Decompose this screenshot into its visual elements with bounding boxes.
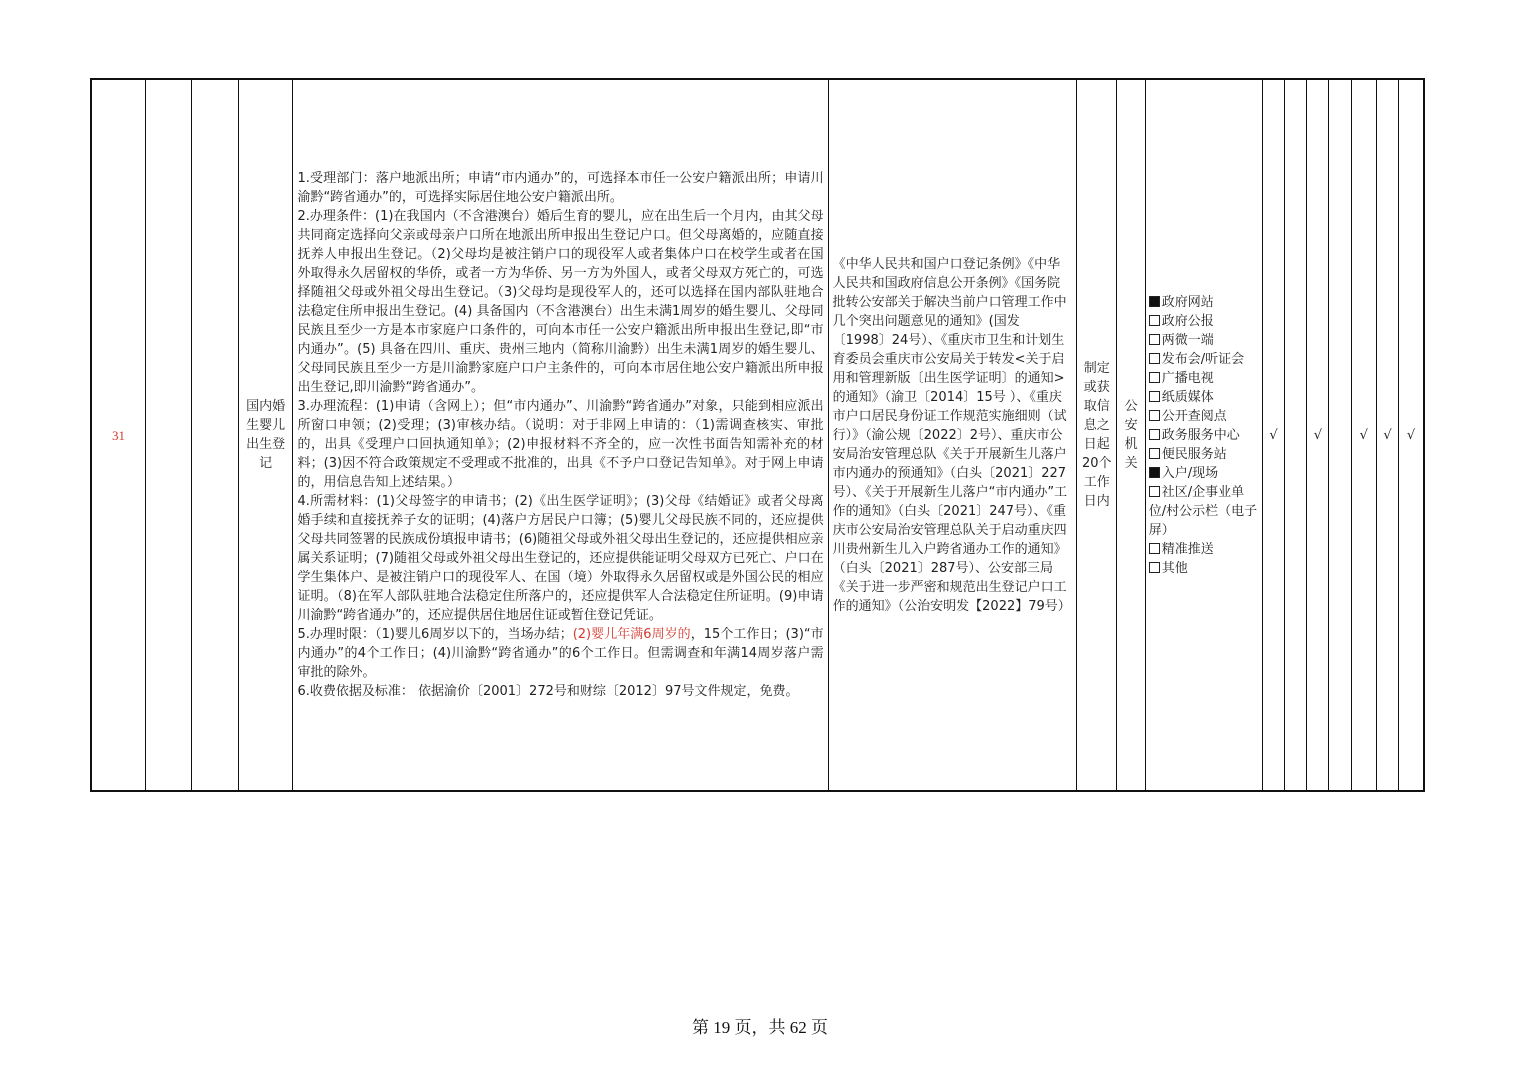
channel-option: 其他 (1149, 559, 1259, 578)
disclosure-channels (1145, 79, 1262, 791)
legal-basis: 《中华人民共和国户口登记条例》《中华人民共和国政府信息公开条例》《国务院批转公安部关于解决当前户口管理工作中几个突出问题意见的通知》(国发〔1998〕24号）、《重庆市卫生和计划生育委员会重庆市公安局关于转发<关于启用和管理新版〔出生医学证明〕的通知>的通知》（渝卫〔2014〕15号 ）、《重庆市户口居民身份证工作规范实施细则（试行）》（渝公规〔2022〕2号）、重庆市公安局治安管理总队《关于开展新生儿落户市内通办的预通知》（白头〔2021〕227号）、《关于开展新生儿落户“市内通办”工作的通知》（白头〔2021〕247号）、《重庆市公安局治安管理总队关于启动重庆四川贵州新生儿入户跨省通办工作的通知》（白头〔2021〕287号）、公安部三局《关于进一步严密和规范出生登记户口工作的通知》（公治安明发【2022】79号） (828, 79, 1076, 791)
checkbox-icon (1149, 467, 1160, 478)
item-name: 国内婚生婴儿出生登记 (238, 79, 293, 791)
channel-option: 政府公报 (1149, 312, 1259, 331)
check-cell: √ (1307, 79, 1329, 791)
checkbox-icon (1149, 334, 1160, 345)
empty-cell-2 (146, 79, 192, 791)
disclosure-table (90, 78, 1425, 792)
checkbox-icon (1149, 315, 1160, 326)
page-footer: 第 19 页，共 62 页 (692, 1018, 828, 1037)
checkbox-icon (1149, 562, 1160, 573)
check-cell: √ (1376, 79, 1398, 791)
channel-option: 精准推送 (1149, 540, 1259, 559)
content-highlight: (2)婴儿年满6周岁的 (572, 627, 691, 642)
check-cell: √ (1351, 79, 1376, 791)
table-row (91, 79, 1424, 791)
channel-option: 入户/现场 (1149, 464, 1259, 483)
checkbox-icon (1149, 372, 1160, 383)
empty-cell-3 (192, 79, 238, 791)
checkbox-icon (1149, 410, 1160, 421)
row-number: 31 (91, 79, 146, 791)
channel-option: 便民服务站 (1149, 445, 1259, 464)
channel-option: 纸质媒体 (1149, 388, 1259, 407)
content-text (297, 169, 823, 701)
channel-option: 广播电视 (1149, 369, 1259, 388)
checkbox-icon (1149, 391, 1160, 402)
check-cell: √ (1399, 79, 1424, 791)
checkbox-icon (1149, 429, 1160, 440)
content-rest: ，15个工作日；(3)“市内通办”的4个工作日；(4)川渝黔“跨省通办”的6个工作日。但需调查和年满14周岁落户需审批的除外。 6.收费依据及标准： 依据渝价〔2001〕272号和财综〔2012〕97号文件规定，免费。 (297, 627, 824, 699)
checkbox-icon (1149, 486, 1160, 497)
checkbox-icon (1149, 296, 1160, 307)
channel-option: 政府网站 (1149, 293, 1259, 312)
content-main: 1.受理部门：落户地派出所；申请“市内通办”的，可选择本市任一公安户籍派出所；申请川渝黔“跨省通办”的，可选择实际居住地公安户籍派出所。 2.办理条件：(1)在我国内（不含港澳台）婚后生育的婴儿，应在出生后一个月内，由其父母共同商定选择向父亲或母亲户口所在地派出所申报出生登记户口。但父母离婚的，应随直接抚养人申报出生登记。（2)父母均是被注销户口的现役军人或者集体户口在校学生或者在国外取得永久居留权的华侨，或者一方为华侨、另一方为外国人，或者父母双方死亡的，可选择随祖父母或外祖父母出生登记。（3)父母均是现役军人的，还可以选择在国内部队驻地合法稳定住所申报出生登记。(4) 具备国内（不含港澳台）出生未满1周岁的婚生婴儿、父母同民族且至少一方是本市家庭户口条件的，可向本市任一公安户籍派出所申报出生登记,即“市内通办”。(5) 具备在四川、重庆、贵州三地内（简称川渝黔）出生未满1周岁的婚生婴儿、父母同民族且至少一方是川渝黔家庭户口户主条件的，可向本市居住地公安户籍派出所申报出生登记,即川渝黔“跨省通办”。 3.办理流程：(1)申请（含网上）；但“市内通办”、川渝黔“跨省通办”对象，只能到相应派出所窗口申领；(2)受理；(3)审核办结。（说明：对于非网上申请的：（1)需调查核实、审批的，出具《受理户口回执通知单》；(2)申报材料不齐全的，应一次性书面告知需补充的材料；(3)因不符合政策规定不受理或不批准的，出具《不予户口登记告知单》。对于网上申请的，用信息告知上述结果。） 4.所需材料：(1)父母签字的申请书；(2)《出生医学证明》；(3)父母《结婚证》或者父母离婚手续和直接抚养子女的证明；(4)落户方居民户口簿；(5)婴儿父母民族不同的，还应提供父母共同签署的民族成份填报申请书；(6)随祖父母或外祖父母出生登记的，还应提供相应亲属关系证明；(7)随祖父母或外祖父母出生登记的，还应提供能证明父母双方已死亡、户口在学生集体户、是被注销户口的现役军人、在国（境）外取得永久居留权或是外国公民的相应证明。（8)在军人部队驻地合法稳定住所落户的，还应提供军人合法稳定住所证明。(9)申请川渝黔“跨省通办”的，还应提供居住地居住证或暂住登记凭证。 5.办理时限：（1)婴儿6周岁以下的，当场办结； (297, 171, 824, 642)
check-cell: √ (1262, 79, 1284, 791)
channel-option: 两微一端 (1149, 331, 1259, 350)
check-cell (1329, 79, 1351, 791)
time-limit: 制定或获取信息之日起20个工作日内 (1077, 79, 1117, 791)
checkbox-icon (1149, 353, 1160, 364)
channel-option: 政务服务中心 (1149, 426, 1259, 445)
checkbox-icon (1149, 448, 1160, 459)
checkbox-icon (1149, 543, 1160, 554)
check-cell (1285, 79, 1307, 791)
channel-option: 公开查阅点 (1149, 407, 1259, 426)
channel-option: 社区/企事业单位/村公示栏（电子屏） (1148, 484, 1258, 538)
disclosure-subject: 公安机关 (1117, 79, 1145, 791)
channel-option: 发布会/听证会 (1149, 350, 1259, 369)
disclosure-content (293, 79, 828, 791)
